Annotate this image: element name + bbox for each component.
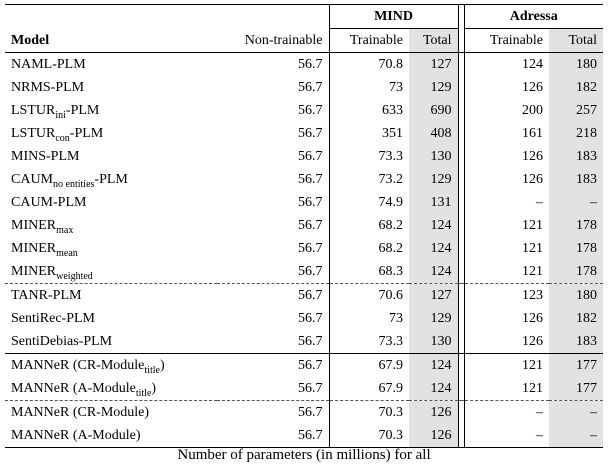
model-name-subscript: title (135, 387, 152, 399)
model-name-suffix: ) (159, 358, 165, 373)
mind-trainable-column-header: Trainable (329, 29, 409, 53)
mind-total-value: 124 (409, 377, 458, 401)
model-name (5, 424, 217, 448)
mind-total-column-header: Total (409, 29, 458, 53)
non-trainable-value: 56.7 (217, 330, 329, 354)
non-trainable-value: 56.7 (298, 311, 323, 326)
model-name-text: MANNeR (A-Module (11, 381, 136, 396)
adressa-trainable-value: – (536, 195, 544, 210)
mind-total-value: 129 (409, 168, 458, 191)
model-name-suffix: -PLM (65, 103, 100, 118)
table-row (5, 76, 603, 99)
model-name-text: LSTUR (11, 103, 56, 118)
model-column-header: Model (5, 29, 217, 53)
group-header-row (5, 5, 603, 29)
model-name-subscript: con (55, 132, 70, 144)
mind-total-value: 130 (409, 145, 458, 168)
model-name (5, 214, 217, 237)
model-name-subscript: ini (55, 109, 66, 121)
table-row (5, 237, 603, 260)
model-name-subscript: weighted (56, 270, 93, 282)
model-name (5, 330, 217, 354)
non-trainable-value: 56.7 (298, 172, 323, 187)
non-trainable-value: 56.7 (298, 358, 323, 373)
model-name (5, 354, 217, 378)
adressa-group-header: Adressa (464, 5, 603, 29)
adressa-total-value: 182 (549, 307, 603, 330)
mind-total-value: 408 (409, 122, 458, 145)
mind-trainable-value: 73.3 (329, 145, 409, 168)
mind-trainable-value: 73.3 (329, 330, 409, 354)
adressa-total-value: 182 (549, 76, 603, 99)
non-trainable-value: 56.7 (298, 103, 323, 118)
table-row (5, 424, 603, 448)
table-caption: Number of parameters (in millions) for all (177, 447, 431, 463)
mind-total-value: 129 (409, 307, 458, 330)
adressa-total-value: – (549, 191, 603, 214)
model-name-text: MINER (11, 218, 57, 233)
model-name (5, 145, 217, 168)
adressa-total-value: 180 (549, 284, 603, 308)
model-name-text: MINER (11, 241, 57, 256)
mind-total-value: 131 (409, 191, 458, 214)
model-name-suffix: -PLM (94, 172, 128, 187)
non-trainable-value: 56.7 (298, 428, 323, 443)
mind-total-value: 130 (409, 330, 458, 354)
model-name-text: NAML-PLM (11, 57, 86, 72)
table-row (5, 191, 603, 214)
adressa-trainable-value: 121 (522, 241, 544, 256)
model-name-subscript: title (144, 364, 160, 376)
mind-trainable-value: 70.6 (329, 284, 409, 308)
adressa-trainable-value: 121 (464, 260, 549, 284)
adressa-total-column-header: Total (549, 29, 603, 53)
mind-trainable-value: 68.2 (329, 237, 409, 260)
model-name-suffix: -PLM (69, 126, 104, 141)
mind-trainable-value: 73 (329, 76, 409, 99)
model-name (5, 76, 217, 99)
adressa-trainable-value: 126 (522, 80, 544, 95)
adressa-trainable-value: 126 (522, 149, 544, 164)
non-trainable-value: 56.7 (298, 405, 323, 420)
mind-trainable-value: 70.3 (329, 401, 409, 425)
adressa-trainable-value: – (536, 428, 544, 443)
mind-trainable-value: 74.9 (329, 191, 409, 214)
mind-total-value: 127 (409, 53, 458, 77)
adressa-total-value: 178 (549, 260, 603, 284)
mind-total-value: 124 (409, 214, 458, 237)
mind-trainable-value: 73.2 (329, 168, 409, 191)
model-name-text: CAUM (11, 172, 54, 187)
model-name (5, 307, 217, 330)
table-row (5, 99, 603, 122)
adressa-total-value: 177 (549, 377, 603, 401)
non-trainable-value: 56.7 (298, 195, 323, 210)
model-name-text: SentiRec-PLM (11, 311, 95, 326)
table-row (5, 330, 603, 354)
adressa-total-value: 183 (549, 168, 603, 191)
model-name-text: MANNeR (A-Module) (11, 428, 141, 443)
mind-total-value: 690 (409, 99, 458, 122)
model-name-text: TANR-PLM (11, 288, 82, 303)
column-header-row (5, 29, 603, 53)
model-name-suffix: ) (151, 381, 157, 396)
model-name-text: MINS-PLM (11, 149, 80, 164)
non-trainable-value: 56.7 (298, 57, 323, 72)
group-header-spacer (5, 5, 329, 29)
mind-trainable-value: 70.3 (329, 424, 409, 448)
adressa-total-value: – (549, 424, 603, 448)
non-trainable-value: 56.7 (298, 80, 323, 95)
table-row (5, 284, 603, 308)
table-row (5, 168, 603, 191)
adressa-trainable-value: 200 (522, 103, 544, 118)
non-trainable-value: 56.7 (298, 126, 323, 141)
table-row (5, 214, 603, 237)
adressa-trainable-value: 121 (522, 218, 544, 233)
mind-trainable-value: 67.9 (329, 354, 409, 378)
model-name-text: MANNeR (CR-Module (11, 358, 145, 373)
mind-trainable-value: 351 (329, 122, 409, 145)
table-row (5, 122, 603, 145)
mind-group-header: MIND (329, 5, 458, 29)
model-name (5, 284, 217, 308)
table-row (5, 307, 603, 330)
adressa-trainable-value: 121 (522, 358, 544, 373)
adressa-total-value: 257 (549, 99, 603, 122)
mind-total-value: 129 (409, 76, 458, 99)
mind-total-value: 124 (409, 354, 458, 378)
parameters-table (5, 4, 603, 448)
non-trainable-value: 56.7 (298, 241, 323, 256)
adressa-total-value: 183 (549, 330, 603, 354)
model-name (5, 237, 217, 260)
mind-trainable-value: 73 (329, 307, 409, 330)
mind-total-value: 124 (409, 260, 458, 284)
adressa-trainable-value: 121 (464, 377, 549, 401)
adressa-total-value: 178 (549, 237, 603, 260)
adressa-total-value: – (549, 401, 603, 425)
model-name-text: CAUM-PLM (11, 195, 87, 210)
adressa-total-value: 180 (549, 53, 603, 77)
mind-trainable-value: 68.2 (329, 214, 409, 237)
mind-total-value: 124 (409, 237, 458, 260)
model-name (5, 260, 217, 284)
table-row (5, 377, 603, 401)
adressa-trainable-value: – (536, 405, 544, 420)
adressa-trainable-column-header: Trainable (464, 29, 549, 53)
model-name-text: LSTUR (11, 126, 56, 141)
model-name-subscript: mean (56, 247, 78, 259)
table-row (5, 260, 603, 284)
mind-total-value: 126 (409, 424, 458, 448)
adressa-trainable-value: 123 (522, 288, 544, 303)
adressa-trainable-value: 124 (522, 57, 544, 72)
model-name-text: MANNeR (CR-Module) (11, 405, 150, 420)
model-name (5, 191, 217, 214)
non-trainable-value: 56.7 (217, 260, 329, 284)
adressa-trainable-value: 126 (464, 330, 549, 354)
non-trainable-value: 56.7 (217, 377, 329, 401)
table-row (5, 354, 603, 378)
mind-trainable-value: 70.8 (329, 53, 409, 77)
adressa-total-value: 218 (549, 122, 603, 145)
model-name (5, 401, 217, 425)
adressa-total-value: 177 (549, 354, 603, 378)
model-name-text: NRMS-PLM (11, 80, 85, 95)
non-trainable-column-header: Non-trainable (217, 29, 329, 53)
mind-total-value: 126 (409, 401, 458, 425)
non-trainable-value: 56.7 (298, 149, 323, 164)
model-name (5, 122, 217, 145)
model-name-text: SentiDebias-PLM (11, 334, 113, 349)
table-row (5, 401, 603, 425)
model-name-subscript: no entities (53, 178, 95, 190)
mind-trainable-value: 67.9 (329, 377, 409, 401)
mind-trainable-value: 633 (329, 99, 409, 122)
non-trainable-value: 56.7 (298, 218, 323, 233)
mind-total-value: 127 (409, 284, 458, 308)
adressa-trainable-value: 126 (522, 172, 544, 187)
mind-trainable-value: 68.3 (329, 260, 409, 284)
model-name (5, 99, 217, 122)
model-name (5, 377, 217, 401)
adressa-total-value: 183 (549, 145, 603, 168)
model-name-subscript: max (56, 224, 74, 236)
adressa-trainable-value: 161 (522, 126, 544, 141)
non-trainable-value: 56.7 (298, 288, 323, 303)
adressa-trainable-value: 126 (522, 311, 544, 326)
table-row (5, 145, 603, 168)
table-body (5, 53, 603, 448)
model-name-text: MINER (11, 264, 57, 279)
model-name (5, 168, 217, 191)
model-name (5, 53, 217, 77)
table-row (5, 53, 603, 77)
adressa-total-value: 178 (549, 214, 603, 237)
